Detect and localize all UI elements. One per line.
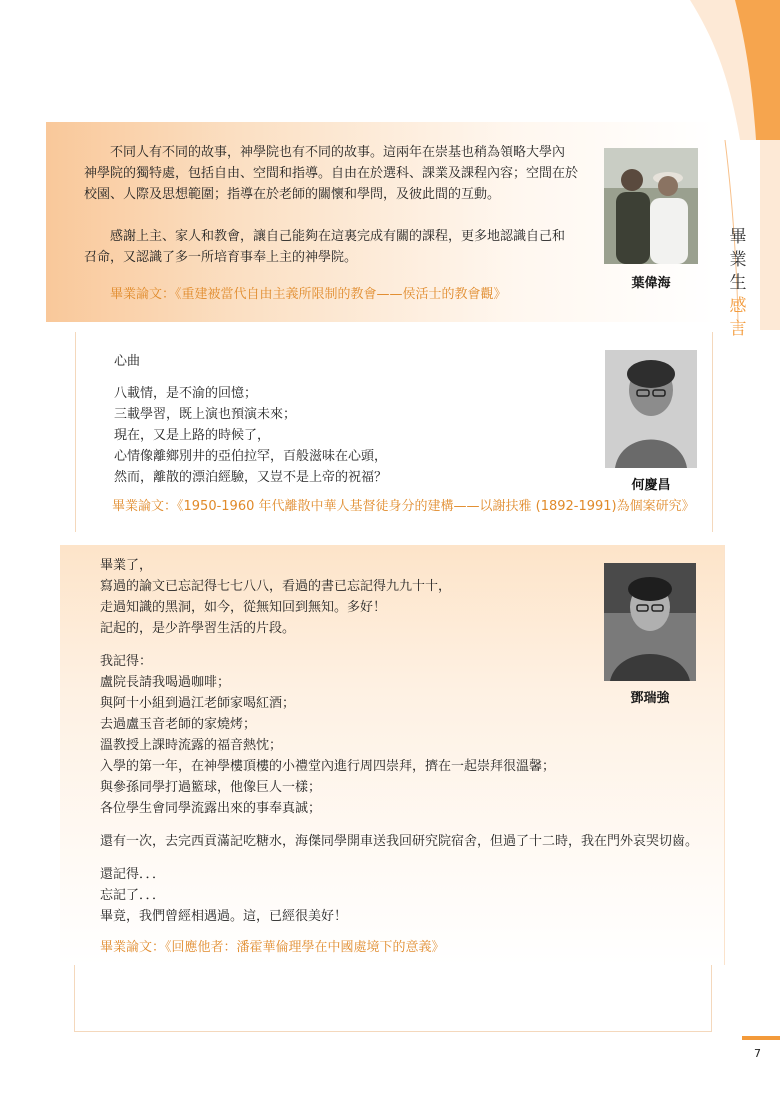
paragraph-line: 走過知識的黑洞，如今，從無知回到無知。多好！ (100, 600, 387, 615)
side-title-char: 業 (729, 250, 747, 270)
paragraph-line: 各位學生會同學流露出來的事奉真誠； (100, 801, 322, 816)
portrait-photo (605, 350, 697, 468)
side-title-char: 生 (729, 273, 747, 293)
poem-heading: 心曲 (114, 354, 141, 369)
poem-line: 三載學習，既上演也預演未來； (114, 407, 297, 422)
paragraph-line: 去過盧玉音老師的家燒烤； (100, 717, 257, 732)
testimony-ho (75, 332, 713, 532)
paragraph-line: 與參孫同學打過籃球，他像巨人一樣； (100, 780, 322, 795)
frame-border (74, 965, 712, 1032)
paragraph-line: 與阿十小組到過江老師家喝紅酒； (100, 696, 296, 711)
page-number: 7 (754, 1047, 761, 1060)
side-title-char: 感 (729, 296, 747, 316)
paragraph-line: 神學院的獨特處，包括自由、空間和指導。自由在於選科、課業及課程內容；空間在於 (84, 166, 579, 181)
poem-line: 八載情，是不渝的回憶； (114, 386, 258, 401)
paragraph-line: 感謝上主、家人和教會，讓自己能夠在這裏完成有關的課程，更多地認識自己和 (110, 229, 566, 244)
testimony-tang (60, 545, 725, 965)
side-title-char: 畢 (729, 227, 747, 247)
paragraph-line: 盧院長請我喝過咖啡； (100, 675, 231, 690)
paragraph-line: 畢業了， (100, 558, 153, 573)
thesis-title: 畢業論文：《重建被當代自由主義所限制的教會——侯活士的教會觀》 (110, 287, 507, 302)
poem-line: 現在，又是上路的時候了， (114, 428, 271, 443)
person-name: 鄧瑞強 (630, 691, 670, 706)
paragraph-line: 還記得．．． (100, 867, 166, 882)
paragraph-line: 還有一次，去完西貢滿記吃糖水，海傑同學開車送我回研究院宿舍，但過了十二時，我在門外哀哭切齒。 (100, 834, 699, 849)
paragraph-line: 溫教授上課時流露的福音熱忱； (100, 738, 283, 753)
paragraph-line: 不同人有不同的故事，神學院也有不同的故事。這兩年在崇基也稍為領略大學內 (110, 145, 566, 160)
person-name: 葉偉海 (631, 276, 671, 291)
portrait-photo (604, 148, 698, 264)
paragraph-line: 忘記了．．． (100, 888, 166, 903)
page-accent-bar (742, 1036, 780, 1040)
paragraph-line: 入學的第一年，在神學樓頂樓的小禮堂內進行周四崇拜，擠在一起崇拜很溫馨； (100, 759, 556, 774)
paragraph-line: 畢竟，我們曾經相遇過。這，已經很美好！ (100, 909, 348, 924)
person-name: 何慶昌 (631, 478, 671, 493)
thesis-title: 畢業論文：《回應他者：潘霍華倫理學在中國處境下的意義》 (100, 940, 445, 955)
paragraph-line: 校園、人際及思想範圍；指導在於老師的關懷和學問，及彼此間的互動。 (84, 187, 501, 202)
thesis-title: 畢業論文：《1950-1960 年代離散中華人基督徒身分的建構——以謝扶雅 (1892-1991)為個案研究》 (112, 499, 695, 514)
poem-line: 然而，離散的漂泊經驗，又豈不是上帝的祝福？ (114, 470, 388, 485)
paragraph-line: 我記得： (100, 654, 153, 669)
testimony-yip (46, 122, 716, 322)
paragraph-line: 記起的，是少許學習生活的片段。 (100, 621, 296, 636)
poem-line: 心情像離鄉別井的亞伯拉罕，百般滋味在心頭， (114, 449, 388, 464)
paragraph-line: 寫過的論文已忘記得七七八八，看過的書已忘記得九九十十， (100, 579, 452, 594)
portrait-photo (604, 563, 696, 681)
paragraph-line: 召命，又認識了多一所培育事奉上主的神學院。 (84, 250, 358, 265)
side-title-char: 言 (729, 319, 747, 339)
section-title-vertical (726, 226, 750, 341)
